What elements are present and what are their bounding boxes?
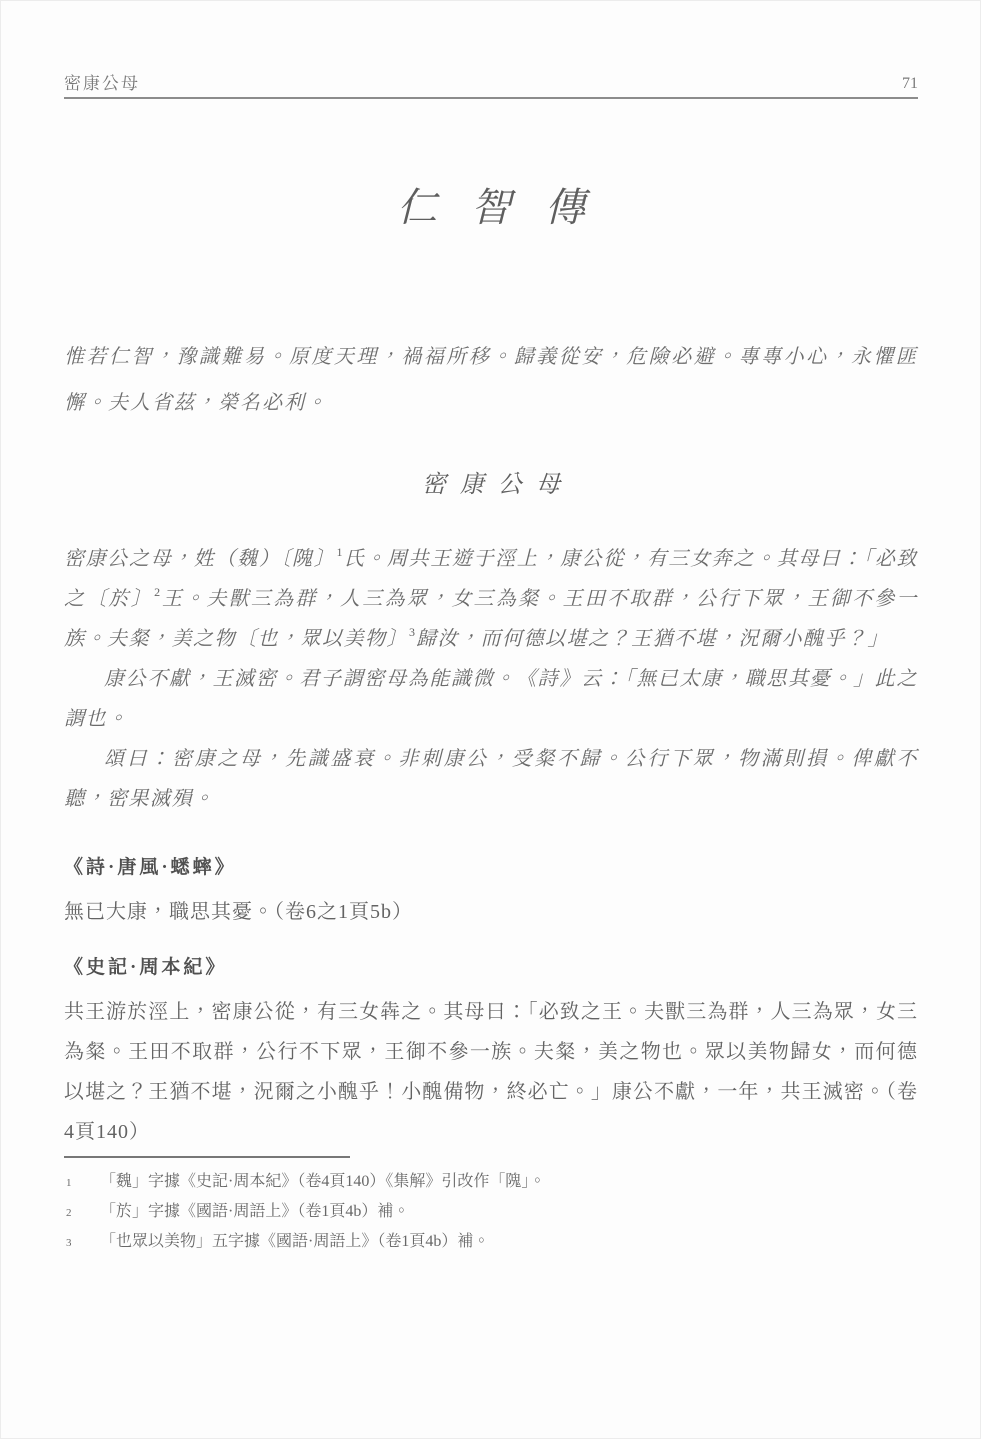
header-rule bbox=[64, 97, 918, 99]
citation-block bbox=[64, 955, 918, 1152]
story-paragraph: 頌曰：密康之母，先識盛衰。非刺康公，受粲不歸。公行下眾，物滿則損。俾獻不聽，密果滅殞。 bbox=[64, 748, 918, 810]
story-paragraph: 康公不獻，王滅密。君子謂密母為能識微。《詩》云：「無已太康，職思其憂。」此之謂也。 bbox=[64, 668, 918, 730]
citation-heading: 《詩·唐風·蟋蟀》 bbox=[64, 857, 237, 878]
story-paragraph: 密康公之母，姓（魏）〔隗〕$^1$氏。周共王遊于涇上，康公從，有三女奔之。其母曰：「必致之〔於〕$^2$王。夫獸三為群，人三為眾，女三為粲。王田不取群，公行下眾，王御不參一族。夫粲，美之物〔也，眾以美物〕$^3$歸汝，而何德以堪之？王猶不堪，況爾小醜乎？」 bbox=[64, 545, 919, 650]
chapter-preface: 惟若仁智，豫識難易。原度天理，禍福所移。歸義從安，危險必避。專專小心，永懼匪懈。夫人省茲，榮名必利。 bbox=[64, 346, 918, 414]
section-title: 密康公母 bbox=[422, 472, 574, 498]
page-content bbox=[0, 74, 981, 1257]
footnote-number: 1 bbox=[66, 1177, 72, 1189]
running-header-title: 密康公母 bbox=[64, 74, 140, 93]
story-paragraphs bbox=[64, 539, 918, 819]
footnote-marker: 1 bbox=[336, 545, 343, 559]
footnote-number: 3 bbox=[66, 1237, 72, 1249]
footnote-text: 「魏」字據《史記·周本紀》（卷4頁140）《集解》引改作「隗」。 bbox=[100, 1173, 546, 1190]
footnote-item bbox=[64, 1197, 918, 1227]
running-header bbox=[64, 74, 918, 94]
chapter-title: 仁智傳 bbox=[397, 185, 619, 230]
citation-block bbox=[64, 855, 918, 932]
footnote-separator bbox=[64, 1156, 350, 1158]
footnote-text: 「也眾以美物」五字據《國語·周語上》（卷1頁4b）補。 bbox=[100, 1233, 490, 1250]
footnote-number: 2 bbox=[66, 1207, 72, 1219]
page-number: 71 bbox=[902, 75, 918, 92]
citations bbox=[64, 855, 918, 1152]
footnote-marker: 2 bbox=[154, 585, 161, 599]
footnote-marker: 3 bbox=[409, 625, 415, 639]
citation-text: 共王游於涇上，密康公從，有三女犇之。其母曰：「必致之王。夫獸三為群，人三為眾，女三為粲。王田不取群，公行不下眾，王御不參一族。夫粲，美之物也。眾以美物歸女，而何德以堪之？王猶不堪，況爾之小醜乎！小醜備物，終必亡。」康公不獻，一年，共王滅密。（卷4頁140） bbox=[64, 1001, 918, 1143]
footnote-text: 「於」字據《國語·周語上》（卷1頁4b）補。 bbox=[100, 1203, 410, 1220]
citation-heading: 《史記·周本紀》 bbox=[64, 957, 228, 978]
citation-text: 無已大康，職思其憂。（卷6之1頁5b） bbox=[64, 901, 413, 923]
footnote-item bbox=[64, 1167, 918, 1197]
footnote-list bbox=[64, 1167, 918, 1257]
footnote-item bbox=[64, 1227, 918, 1257]
